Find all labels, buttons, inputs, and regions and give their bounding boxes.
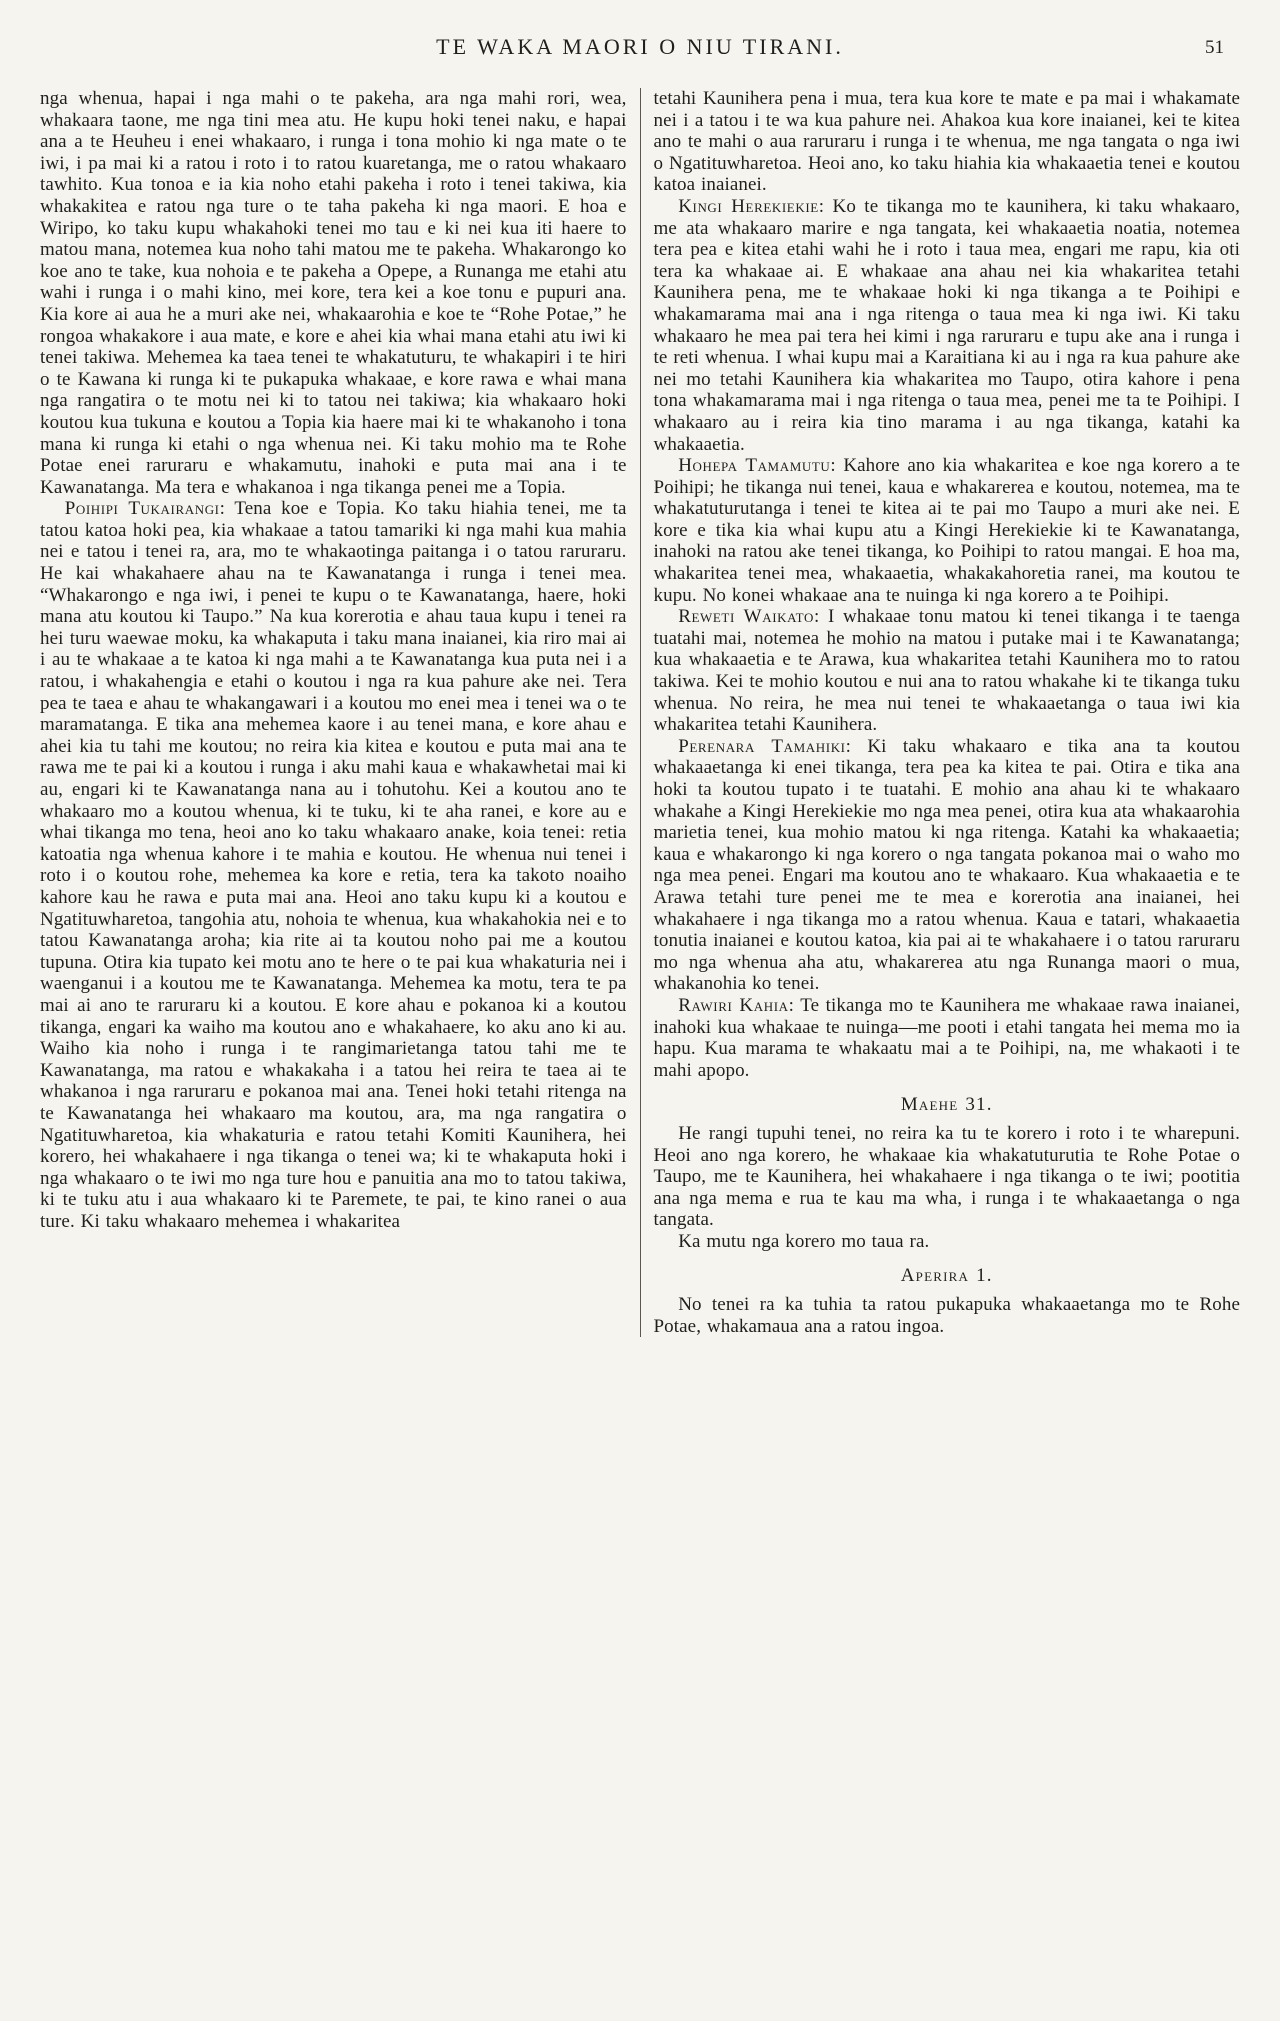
paragraph: Ka mutu nga korero mo taua ra. bbox=[678, 1230, 930, 1252]
section-heading: Aperira 1. bbox=[900, 1265, 993, 1287]
speaker-name: Perenara Tamahiki bbox=[678, 735, 846, 757]
speaker-name: Reweti Waikato bbox=[678, 606, 814, 628]
paragraph: nga whenua, hapai i nga mahi o te pakeha, ara nga mahi rori, wea, whakaara taone, me nga tini mea atu. He kupu hoki tenei naku, e hapai ana a te Heuheu i enei whakaaro, i runga i tona mohio ki nga mate o te iwi, i pa mai ki a ratou i roto i to ratou kuaretanga, me o ratou whakaaro tawhito. Kua tonoa e ia kia noho etahi pakeha i roto i tenei takiwa, kia whakakitea e ratou nga ture o te taha pakeha ki nga maori. E hoa e Wiripo, ko taku kupu whakahoki tenei mo tau e ki nei kua iti haere to matou mana, notemea kua noho tahi matou me te pakeha. Whakarongo ko koe ano te take, kua nohoia e te pakeha a Opepe, a Runanga me etahi atu wahi i runga i o mahi kino, mei kore, tera kei a koe tonu e pupuri ana. Kia kore ai aua he a muri ake nei, whakaarohia e koe te “Rohe Potae,” he rongoa whakakore i aua mate, e kore e ahei kia whai mana etahi atu iwi ki tenei takiwa. Mehemea ka taea tenei te whakatuturu, te whakapiri i te hiri o te Kawana ki runga ki te pukapuka whakaae, e kore rawa e whai mana nga rangatira o te motu nei ki to tatou nei takiwa; kia whakaaro hoki koutou kua tukuna e koutou a Topia kia haere mai ki te whakanoho i tona mana ki runga ki etahi o nga whenua nei. Ki taku mohio ma te Rohe Potae enei raruraru e whakamutu, inahoki e puta mai ana i te Kawanatanga. Ma tera e whakanoa i nga tikanga penei me a Topia. bbox=[40, 88, 627, 498]
section-heading: Maehe 31. bbox=[900, 1094, 993, 1116]
speech-paragraph: Perenara Tamahiki: Ki taku whakaaro e tika ana ta koutou whakaaetanga ki enei tikanga, tera pea ka kitea te pai. Otira e tika ana hoki ta koutou tupato i te tuatahi. E mohio ana ahau ki te whakaaro whakahe a Kingi Herekiekie mo nga mea penei, otira kua ata whakaarohia marietia tenei, kua mohio matou ki nga ritenga. Katahi ka whakaaetia; kaua e whakarongo ki nga korero o nga tangata pokanoa mai o waho mo nga mea penei. Engari ma koutou ano te whakaaro. Kua whakaaetia e te Arawa tetahi ture penei me te mea e korerotia ana inaianei, hei whakahaere i nga tikanga mo a ratou whenua. Kaua e tatari, whakaaetia tonutia inaianei e koutou katoa, kia pai ai te whakahaere i o tatou raruraru mo nga whenua aha atu, whakarerea atu nga Runanga maori o mua, whakanohia ko tenei. bbox=[653, 735, 1240, 995]
speaker-name: Rawiri Kahia bbox=[678, 994, 789, 1016]
speech-paragraph: Poihipi Tukairangi: Tena koe e Topia. Ko taku hiahia tenei, me ta tatou katoa hoki pea, kia whakaae a tatou tamariki ki nga mahi kua mahia nei e tatou i tenei ra, ara, mo te whakaotinga paitanga i o tatou raruraru. He kai whakahaere ahau na te Kawanatanga i runga i tenei mea. “Whakarongo e nga iwi, i penei te kupu o te Kawanatanga, haere, hoki mana atu koutou ki Taupo.” Na kua korerotia e ahau taua kupu i tenei ra hei turu waewae moku, ka whakaputa i taku mana inaianei, kia riro mai ai i au te whakaae a te katoa ki nga mahi a te Kawanatanga kua puta nei i a ratou, i whakahengia e etahi o koutou i nga ra kua pahure ake nei. Tera pea te taea e ahau te whakangawari i a koutou mo enei mea i tenei wa o te maramatanga. E tika ana mehemea kaore i au tenei mana, e kore ahau e ahei kia tu tahi me koutou; no reira kia kitea e koutou e puta mai ana te rawa me te pai ki a koutou i runga i aku mahi kaua e whakawhetai mai ki au, engari ki te Kawanatanga nana au i tohutohu. Kei a koutou ano te whakaaro mo a koutou whenua, ki te tuku, ki te aha ranei, e kore au e whai tikanga mo tena, heoi ano ko taku whakaaro anake, koia tenei: retia katoatia nga whenua kahore i te mahia e koutou. He whenua nui tenei i roto i o koutou rohe, mehemea ka kore e retia, tera ka takoto noaiho kahore kau he rawa e puta mai ana. Heoi ano taku kupu ki a koutou e Ngatituwharetoa, tangohia atu, nohoia te whenua, kua whakahokia nei e to tatou Kawanatanga aroha; kia rite ai ta koutou noho pai me a koutou tupuna. Otira kia tupato kei motu ano te here o te pai kua whakaturia nei i waenganui i a koutou me te Kawanatanga. Mehemea ka motu, tera te pa mai ai ano te raruraru ki a koutou. E kore ahau e pokanoa ki a koutou tikanga, engari ka waiho ma koutou ano e whakahaere, ko aku ano ki au. Waiho kia noho i runga i te rangimarietanga tatou tahi me te Kawanatanga, ma ratou e whakakaha i a tatou hei reira te taea ai te whakanoa i nga raruraru e pokanoa mai ana. Tenei hoki tetahi ritenga na te Kawanatanga hei whakaaro ma koutou, ara, ma nga rangatira o Ngatituwharetoa, kia whakaturia e ratou tetahi Komiti Kaunihera, hei korero, hei whakahaere i nga tikanga o tenei wa; ki te whakaputa hoki i nga whakaaro o te iwi mo nga ture hou e panuitia ana mo to tatou takiwa, ki te tuku atu i aua whakaaro ki te Paremete, te pai, te kino ranei o aua ture. Ki taku whakaaro mehemea i whakaritea bbox=[40, 498, 627, 1232]
speaker-name: Poihipi Tukairangi bbox=[64, 498, 220, 520]
speaker-name: Kingi Herekiekie bbox=[678, 195, 819, 217]
paragraph: tetahi Kaunihera pena i mua, tera kua kore te mate e pa mai i whakamate nei i a tatou i te wa kua pahure nei. Ahakoa kua kore inaianei, kei te kitea ano te mahi o aua raruraru i runga i te whenua, me nga tangata o nga iwi o Ngatituwharetoa. Heoi ano, ko taku hiahia kia whakaaetia tenei e koutou katoa inaianei. bbox=[653, 88, 1240, 196]
paragraph: No tenei ra ka tuhia ta ratou pukapuka whakaaetanga mo te Rohe Potae, whakamaua ana a ratou ingoa. bbox=[653, 1294, 1240, 1337]
paragraph: He rangi tupuhi tenei, no reira ka tu te korero i roto i te wharepuni. Heoi ano nga korero, he whakaae kia whakatuturutia te Rohe Potae o Taupo, me te Kaunihera, hei whakahaere i nga tikanga o te iwi; pootitia ana nga mema e rua te kau ma wha, i runga i te whakaaetanga o nga tangata. bbox=[653, 1122, 1240, 1231]
column-right bbox=[641, 88, 1241, 1337]
page-number: 51 bbox=[1205, 37, 1224, 58]
page-header bbox=[40, 34, 1240, 64]
speaker-name: Hohepa Tamamutu bbox=[678, 455, 831, 477]
page-title: TE WAKA MAORI O NIU TIRANI. bbox=[436, 34, 844, 59]
speech-paragraph: Hohepa Tamamutu: Kahore ano kia whakaritea e koe nga korero a te Poihipi; he tikanga nui tenei, kaua e whakarerea e koutou, notemea, ma te whakatuturutanga i tenei te kitea ai te pai mo Taupo a muri ake nei. E kore e tika kia whai kupu atu a Kingi Herekiekie ki te Kawanatanga, inahoki na ratou ake tenei tikanga, ko Poihipi to ratou mangai. E hoa ma, whakaritea tenei mea, whakaaetia, whakakahoretia ranei, ma koutou te kupu. No konei whakaae ana te nuinga ki nga korero a te Poihipi. bbox=[653, 455, 1241, 606]
speech-paragraph: Kingi Herekiekie: Ko te tikanga mo te kaunihera, ki taku whakaaro, me ata whakaaro marire e nga tangata, kei whakaaetia noatia, notemea tera pea e kitea etahi wahi he i roto i taua mea, engari me rapu, kia oti tera ka whakaae ai. E whakaae ana ahau nei kia whakaritea tetahi Kaunihera pena, me te whakaae hoki ki nga tikanga a te Poihipi e whakamarama mai ana i nga ritenga o taua mea ki nga iwi. Ki taku whakaaro he mea pai tera hei kimi i nga raruraru e tupu ake ana i runga i te reti whenua. I whai kupu mai a Karaitiana ki au i nga ra kua pahure ake nei mo tetahi Kaunihera kia whakaritea mo Taupo, otira kahore i pena tona whakamarama mai i nga ritenga o taua mea, penei me ta te Poihipi. I whakaaro au i reira kia tino marama i au nga tikanga, katahi ka whakaaetia. bbox=[653, 195, 1240, 455]
column-left bbox=[40, 88, 640, 1337]
speech-paragraph: Rawiri Kahia: Te tikanga mo te Kaunihera me whakaae rawa inaianei, inahoki kua whakaae te nuinga—me pooti i etahi tangata hei mema mo ia hapu. Kua marama te whakaatu mai a te Poihipi, na, me whakaoti i te mahi apopo. bbox=[653, 994, 1240, 1081]
article-columns bbox=[40, 88, 1240, 1337]
speech-paragraph: Reweti Waikato: I whakaae tonu matou ki tenei tikanga i te taenga tuatahi mai, notemea he mohio na matou i putake mai i te Kawanatanga; kua whakaaetia e te Arawa, kua whakaritea tetahi Kaunihera mo to ratou takiwa. Kei te mohio koutou e nui ana to ratou whakahe ki te tikanga tuku whenua. No reira, he mea nui tenei te whakaaetanga o taua iwi kia whakaritea tetahi Kaunihera. bbox=[653, 606, 1241, 736]
